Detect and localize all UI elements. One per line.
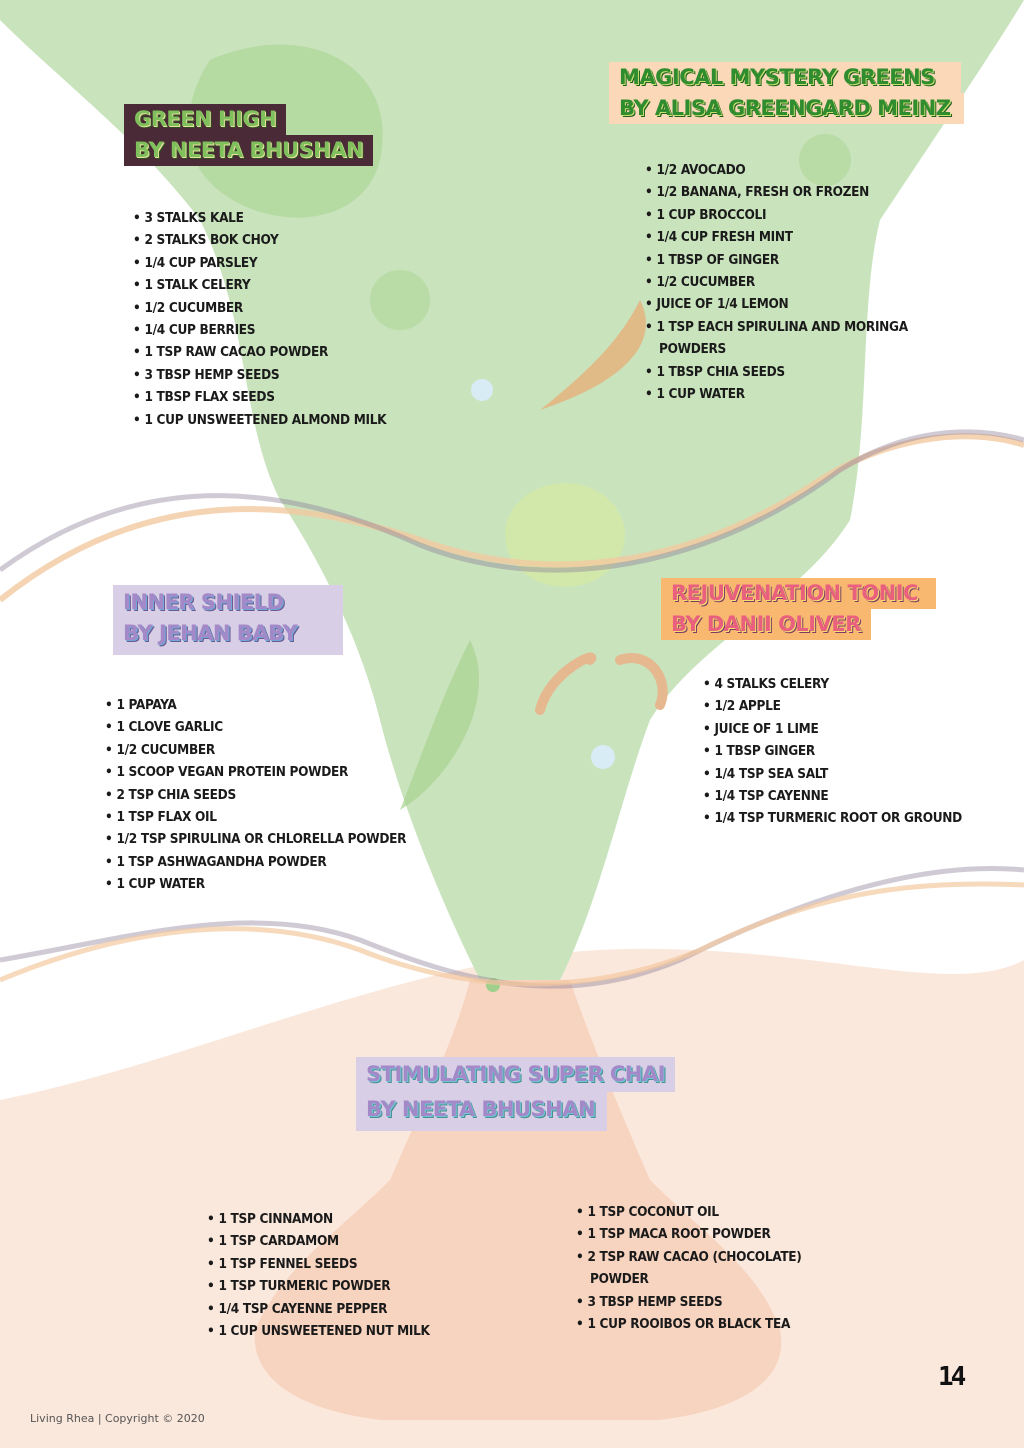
list-item: • 1 STALK CELERY [133,274,386,296]
list-item: • 1 CUP WATER [645,383,908,405]
list-item: • 1 TBSP OF GINGER [645,249,908,271]
recipe-title-line2: BY JEHAN BABY [113,618,309,649]
list-item: • 1/4 TSP SEA SALT [703,763,962,785]
list-item: • 1/4 TSP TURMERIC ROOT OR GROUND [703,807,962,829]
list-item: • 1/4 CUP FRESH MINT [645,226,908,248]
list-item: • JUICE OF 1/4 LEMON [645,293,908,315]
list-item: • 1/2 CUCUMBER [133,297,386,319]
ingredient-list-inner-shield [105,694,406,896]
ingredient-list-chai-left [207,1208,430,1342]
recipe-title-magical-mystery-greens [609,62,964,124]
list-item: • 3 TBSP HEMP SEEDS [576,1291,802,1313]
list-item: • JUICE OF 1 LIME [703,718,962,740]
list-item: • 1 TBSP FLAX SEEDS [133,386,386,408]
ingredient-list-green-high [133,207,386,431]
list-item: • 1 SCOOP VEGAN PROTEIN POWDER [105,761,406,783]
bubble-icon [471,379,493,401]
list-item: • 1 TBSP CHIA SEEDS [645,361,908,383]
list-item: • 1 TSP MACA ROOT POWDER [576,1223,802,1245]
list-item: • 1 CUP WATER [105,873,406,895]
list-item: • 1 TSP COCONUT OIL [576,1201,802,1223]
list-item: • 1 CUP ROOIBOS OR BLACK TEA [576,1313,802,1335]
list-item: • 1 TSP CINNAMON [207,1208,430,1230]
recipe-title-line1: INNER SHIELD [113,587,343,618]
ingredient-list-magical-mystery-greens [645,159,908,405]
list-item: • 2 TSP CHIA SEEDS [105,784,406,806]
list-item: • 1 TSP TURMERIC POWDER [207,1275,430,1297]
list-item: • 1/4 TSP CAYENNE [703,785,962,807]
page-number: 14 [938,1362,964,1392]
recipe-title-line1: STIMULATING SUPER CHAI [356,1057,675,1092]
list-item: • 1 CLOVE GARLIC [105,716,406,738]
list-item: • 1 TBSP GINGER [703,740,962,762]
recipe-title-stimulating-super-chai [356,1057,675,1131]
list-item: • 1/4 TSP CAYENNE PEPPER [207,1298,430,1320]
list-item: POWDER [590,1271,649,1288]
list-item: • 1 PAPAYA [105,694,406,716]
copyright-footer: Living Rhea | Copyright © 2020 [30,1412,205,1425]
list-item: • 1/2 CUCUMBER [105,739,406,761]
list-item: • 1/4 CUP BERRIES [133,319,386,341]
recipe-title-line1: GREEN HIGH [124,104,286,135]
list-item: • 3 TBSP HEMP SEEDS [133,364,386,386]
list-item: • 2 TSP RAW CACAO (CHOCOLATE) [576,1246,802,1268]
ingredient-list-chai-right [576,1201,802,1335]
bubble-icon [591,745,615,769]
list-item: • 1 TSP ASHWAGANDHA POWDER [105,851,406,873]
list-item: • 1 TSP FLAX OIL [105,806,406,828]
list-item: • 1 CUP UNSWEETENED NUT MILK [207,1320,430,1342]
list-item: • 1/4 CUP PARSLEY [133,252,386,274]
list-item: • 1 TSP CARDAMOM [207,1230,430,1252]
list-item: • 1/2 BANANA, FRESH OR FROZEN [645,181,908,203]
list-item: • 4 STALKS CELERY [703,673,962,695]
list-item: • 1 TSP RAW CACAO POWDER [133,341,386,363]
recipe-title-line1: REJUVENATION TONIC [661,578,936,609]
list-item: • 1/2 CUCUMBER [645,271,908,293]
list-item: POWDERS [659,341,727,358]
list-item: • 1/2 AVOCADO [645,159,908,181]
list-item: • 3 STALKS KALE [133,207,386,229]
recipe-title-line2: BY ALISA GREENGARD MEINZ [609,93,964,124]
recipe-title-line1: MAGICAL MYSTERY GREENS [609,62,961,93]
list-item: • 1/2 TSP SPIRULINA OR CHLORELLA POWDER [105,828,406,850]
recipe-title-green-high [124,104,373,166]
recipe-title-line2: BY DANII OLIVER [661,609,871,640]
list-item: • 1 TSP FENNEL SEEDS [207,1253,430,1275]
recipe-title-line2: BY NEETA BHUSHAN [124,135,373,166]
list-item: • 1 CUP UNSWEETENED ALMOND MILK [133,409,386,431]
list-item: • 1 TSP EACH SPIRULINA AND MORINGA [645,316,908,338]
recipe-title-rejuvenation-tonic [661,578,936,640]
recipe-title-line2: BY NEETA BHUSHAN [356,1092,607,1131]
recipe-title-inner-shield [113,585,343,655]
list-item: • 2 STALKS BOK CHOY [133,229,386,251]
list-item: • 1 CUP BROCCOLI [645,204,908,226]
ingredient-list-rejuvenation-tonic [703,673,962,830]
list-item: • 1/2 APPLE [703,695,962,717]
